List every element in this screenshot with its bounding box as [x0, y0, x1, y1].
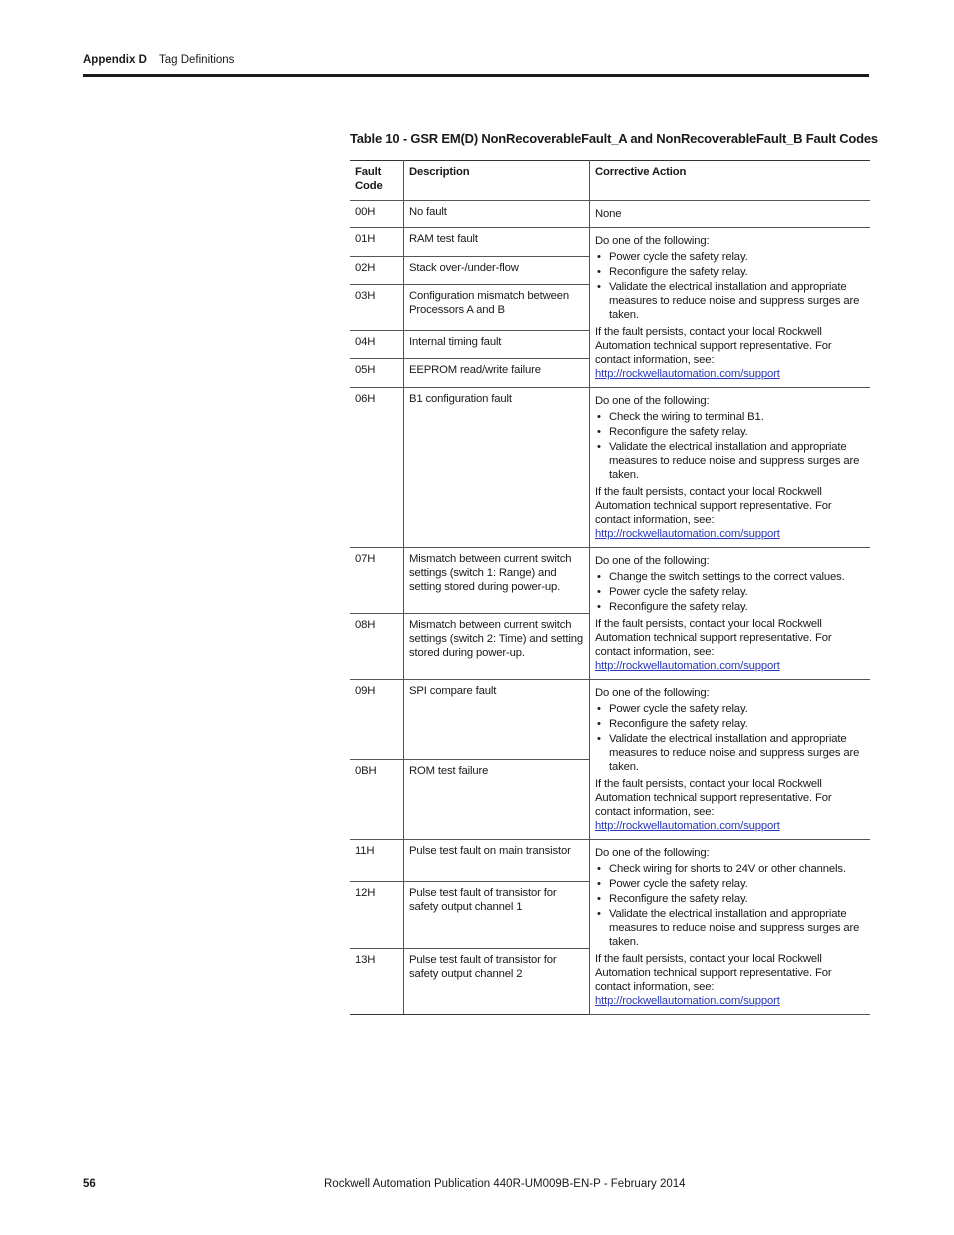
action-step: • Power cycle the safety relay. — [595, 877, 865, 891]
page-header — [83, 52, 869, 74]
corrective-action-cell — [590, 201, 871, 228]
action-step: • Reconfigure the safety relay. — [595, 265, 865, 279]
fault-code-cell: 02H — [350, 256, 404, 285]
corrective-action-cell — [590, 388, 871, 548]
table-row — [350, 680, 870, 760]
action-intro: Do one of the following: — [595, 235, 710, 247]
table-row — [350, 840, 870, 882]
fault-description-cell: Pulse test fault on main transistor — [404, 840, 590, 882]
action-steps-list — [595, 702, 865, 774]
persist-note — [595, 777, 865, 833]
fault-code-cell: 12H — [350, 882, 404, 949]
action-step: • Power cycle the safety relay. — [595, 702, 865, 716]
corrective-action-cell — [590, 840, 871, 1015]
fault-description-cell: SPI compare fault — [404, 680, 590, 760]
action-step: • Reconfigure the safety relay. — [595, 892, 865, 906]
appendix-label: Appendix D — [83, 54, 147, 66]
fault-description-cell: RAM test fault — [404, 228, 590, 257]
persist-note — [595, 952, 865, 1008]
action-intro: Do one of the following: — [595, 847, 710, 859]
action-step: • Validate the electrical installation and appropriate measures to reduce noise and suppress surges are taken. — [595, 440, 865, 482]
action-step: • Check the wiring to terminal B1. — [595, 410, 865, 424]
column-header-fault-code — [350, 161, 404, 201]
fault-description-cell: Configuration mismatch between Processors A and B — [404, 285, 590, 330]
fault-description-cell: Pulse test fault of transistor for safety output channel 1 — [404, 882, 590, 949]
action-steps-list — [595, 862, 865, 949]
corrective-action-cell — [590, 680, 871, 840]
persist-note — [595, 617, 865, 673]
persist-text: If the fault persists, contact your local Rockwell Automation technical support representative. For contact information, see: — [595, 953, 832, 993]
fault-code-cell: 11H — [350, 840, 404, 882]
header-rule — [83, 74, 869, 77]
fault-description-cell: Stack over-/under-flow — [404, 256, 590, 285]
fault-code-cell: 13H — [350, 948, 404, 1015]
action-steps-list — [595, 250, 865, 322]
fault-code-cell: 03H — [350, 285, 404, 330]
fault-codes-table — [350, 160, 870, 1015]
action-intro: Do one of the following: — [595, 687, 710, 699]
corrective-action-cell — [590, 548, 871, 680]
action-text: None — [595, 208, 622, 220]
action-step: • Reconfigure the safety relay. — [595, 717, 865, 731]
column-header-corrective-action: Corrective Action — [590, 161, 871, 201]
support-link[interactable]: http://rockwellautomation.com/support — [595, 660, 780, 672]
fault-code-cell: 08H — [350, 614, 404, 680]
table-row — [350, 228, 870, 257]
table-row — [350, 388, 870, 548]
action-step: • Validate the electrical installation and appropriate measures to reduce noise and suppress surges are taken. — [595, 907, 865, 949]
fault-description-cell: Mismatch between current switch settings (switch 2: Time) and setting stored during power-up. — [404, 614, 590, 680]
persist-text: If the fault persists, contact your local Rockwell Automation technical support representative. For contact information, see: — [595, 326, 832, 366]
support-link[interactable]: http://rockwellautomation.com/support — [595, 368, 780, 380]
action-intro: Do one of the following: — [595, 555, 710, 567]
action-step: • Validate the electrical installation and appropriate measures to reduce noise and suppress surges are taken. — [595, 280, 865, 322]
persist-note — [595, 325, 865, 381]
fault-code-cell: 09H — [350, 680, 404, 760]
action-step: • Validate the electrical installation and appropriate measures to reduce noise and suppress surges are taken. — [595, 732, 865, 774]
fault-description-cell: No fault — [404, 201, 590, 228]
column-header-description: Description — [404, 161, 590, 201]
fault-code-cell: 00H — [350, 201, 404, 228]
action-step: • Power cycle the safety relay. — [595, 585, 865, 599]
section-title: Tag Definitions — [159, 54, 235, 66]
table-row — [350, 201, 870, 228]
fault-description-cell: ROM test failure — [404, 760, 590, 840]
table-header-row — [350, 161, 870, 201]
persist-note — [595, 485, 865, 541]
action-steps-list — [595, 570, 865, 614]
action-step: • Check wiring for shorts to 24V or other channels. — [595, 862, 865, 876]
action-step: • Power cycle the safety relay. — [595, 250, 865, 264]
fault-description-cell: Mismatch between current switch settings (switch 1: Range) and setting stored during power-up. — [404, 548, 590, 614]
fault-code-cell: 0BH — [350, 760, 404, 840]
persist-text: If the fault persists, contact your local Rockwell Automation technical support representative. For contact information, see: — [595, 618, 832, 658]
support-link[interactable]: http://rockwellautomation.com/support — [595, 820, 780, 832]
table-row — [350, 548, 870, 614]
fault-code-cell: 07H — [350, 548, 404, 614]
fault-code-cell: 01H — [350, 228, 404, 257]
persist-text: If the fault persists, contact your local Rockwell Automation technical support representative. For contact information, see: — [595, 778, 832, 818]
support-link[interactable]: http://rockwellautomation.com/support — [595, 995, 780, 1007]
column-header-fault-code-line1: Fault — [355, 166, 382, 178]
fault-description-cell: Pulse test fault of transistor for safety output channel 2 — [404, 948, 590, 1015]
fault-code-cell: 04H — [350, 330, 404, 359]
action-steps-list — [595, 410, 865, 482]
fault-code-cell: 06H — [350, 388, 404, 548]
action-step: • Reconfigure the safety relay. — [595, 425, 865, 439]
page-footer — [83, 1176, 869, 1196]
persist-text: If the fault persists, contact your local Rockwell Automation technical support representative. For contact information, see: — [595, 486, 832, 526]
support-link[interactable]: http://rockwellautomation.com/support — [595, 528, 780, 540]
fault-description-cell: Internal timing fault — [404, 330, 590, 359]
page-number: 56 — [83, 1178, 96, 1190]
fault-description-cell: EEPROM read/write failure — [404, 359, 590, 388]
action-step: • Reconfigure the safety relay. — [595, 600, 865, 614]
action-step: • Change the switch settings to the correct values. — [595, 570, 865, 584]
fault-table-body — [350, 201, 870, 1015]
fault-description-cell: B1 configuration fault — [404, 388, 590, 548]
action-intro: Do one of the following: — [595, 395, 710, 407]
publication-info: Rockwell Automation Publication 440R-UM009B-EN-P - February 2014 — [324, 1178, 686, 1190]
fault-code-cell: 05H — [350, 359, 404, 388]
corrective-action-cell — [590, 228, 871, 388]
column-header-fault-code-line2: Code — [355, 180, 383, 192]
table-title: Table 10 - GSR EM(D) NonRecoverableFault_A and NonRecoverableFault_B Fault Codes — [350, 131, 878, 146]
